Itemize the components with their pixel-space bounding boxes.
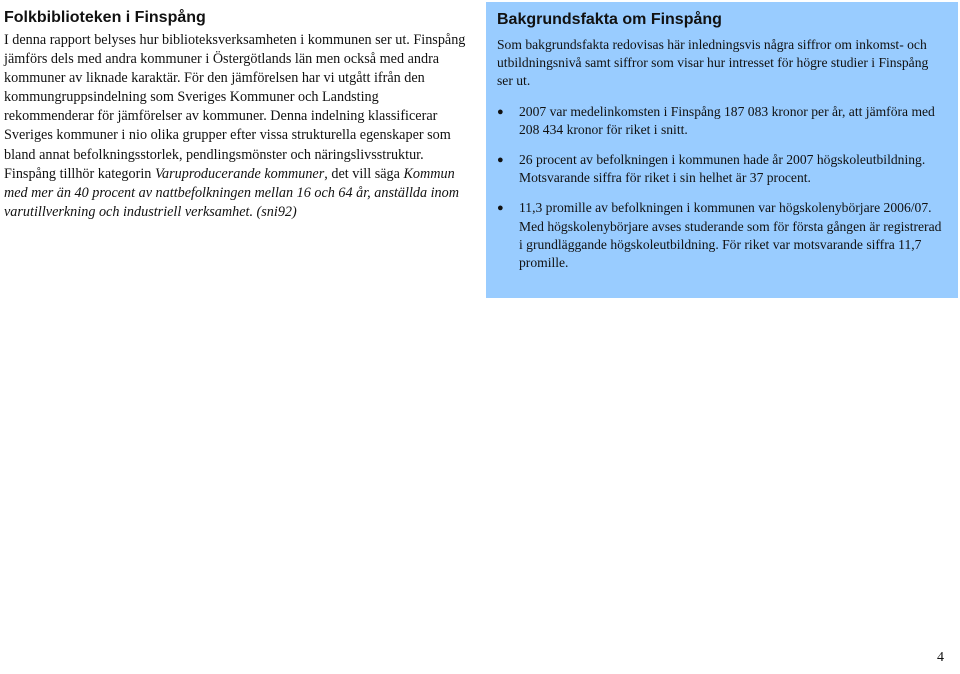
fact-box — [486, 2, 958, 298]
fact-item-text: 2007 var medelinkomsten i Finspång 187 083 kronor per år, att jämföra med 208 434 kronor för riket i snitt. — [519, 103, 935, 137]
page-number: 4 — [937, 650, 944, 665]
fact-item — [497, 151, 946, 187]
page-title: Folkbiblioteken i Finspång — [4, 9, 206, 26]
fact-item — [497, 199, 946, 272]
fact-box-title: Bakgrundsfakta om Finspång — [497, 11, 722, 28]
body-paragraph — [4, 31, 466, 222]
fact-item-text: 11,3 promille av befolkningen i kommunen var högskolenybörjare 2006/07. Med högskolenybörjare avses studerande som för första gången är registrerad i grundläggande högskoleutbildning. För riket var motsvarande siffra 11,7 promille. — [519, 200, 942, 271]
bullet-icon: ● — [497, 154, 504, 167]
fact-list — [497, 103, 946, 273]
fact-item-text: 26 procent av befolkningen i kommunen hade år 2007 högskoleutbildning. Motsvarande siffra för riket i sin helhet är 37 procent. — [519, 152, 926, 186]
category-name: Varuproducerande kommuner — [154, 165, 325, 182]
body-text-2: , det vill säga — [324, 165, 404, 182]
fact-item — [497, 103, 946, 139]
bullet-icon: ● — [497, 202, 504, 215]
bullet-icon: ● — [497, 105, 504, 118]
main-column — [4, 8, 466, 222]
category-definition: Kommun med mer än 40 procent av nattbefolkningen mellan 16 och 64 år, anställda inom varutillverkning och industriell verksamhet. (sni92) — [4, 165, 459, 220]
body-text-1: I denna rapport belyses hur biblioteksverksamheten i kommunen ser ut. Finspång jämförs dels med andra kommuner i Östergötlands län men också med andra kommuner av liknade karaktär. För den jämförelsen har vi utgått ifrån den kommungruppsindelning som Sveriges Kommuner och Landsting rekommenderar för jämförelser av kommuner. Denna indelning klassificerar Sveriges kommuner i nio olika grupper efter vissa strukturella egenskaper som bland annat befolkningsstorlek, pendlingsmönster och näringslivsstruktur. Finspång tillhör kategorin — [4, 32, 466, 182]
fact-box-intro: Som bakgrundsfakta redovisas här inledningsvis några siffror om inkomst- och utbildningsnivå samt siffror som visar hur intresset för högre studier i Finspång ser ut. — [497, 37, 929, 89]
